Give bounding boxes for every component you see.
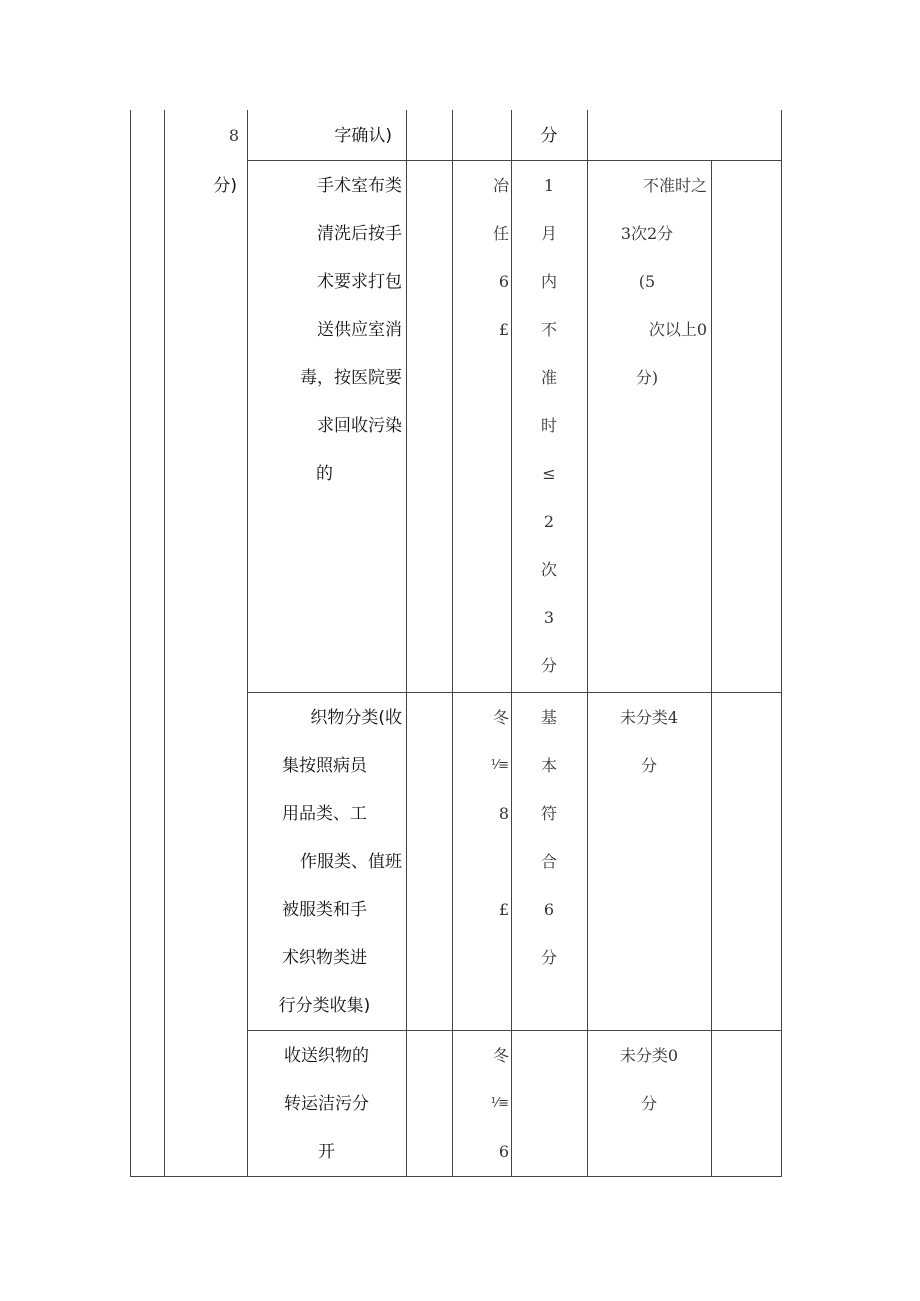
row2-item-line: 行分类收集)	[278, 996, 371, 1016]
row1-standard-line: 2	[543, 512, 555, 531]
row1-deduction-line: 3次2分	[620, 224, 674, 243]
row1-standard-line: 时	[540, 416, 557, 435]
grid-vline-2	[164, 110, 165, 1177]
row3-item-line: 开	[318, 1142, 335, 1162]
row1-item-line: 手术室布类	[317, 176, 402, 196]
row1-deduction-line: 分)	[635, 368, 659, 387]
row1-standard-line: 次	[540, 560, 557, 579]
row3-score	[452, 1032, 511, 1176]
row1-item-line: 送供应室消	[317, 320, 402, 340]
row3-score-line: ⅟≡	[490, 1096, 509, 1111]
top-row-col1-text: 8	[228, 126, 239, 145]
row1-score-line: £	[498, 320, 509, 339]
category-score-continuation-text: 分)	[213, 176, 237, 196]
grid-vline-1	[130, 110, 131, 1177]
top-row-col1	[164, 112, 247, 160]
row1-score-line: 冶	[492, 176, 509, 195]
grid-vline-8	[711, 160, 712, 1177]
row2-item-line: 被服类和手	[282, 900, 367, 920]
row3-score-line: 6	[498, 1142, 509, 1161]
row2-standard	[511, 694, 587, 982]
row1-standard-line: 不	[540, 320, 557, 339]
grid-hline-3	[247, 1030, 782, 1031]
row1-score-line: 任	[492, 224, 509, 243]
row2-standard-line: 符	[540, 804, 557, 823]
row1-item-line: 毒，按医院要	[300, 368, 402, 388]
row2-item	[247, 694, 406, 1030]
row1-item-line: 术要求打包	[317, 272, 402, 292]
row1-score-line: 6	[498, 272, 509, 291]
row1-deduction-line: (5	[638, 272, 656, 291]
row1-standard-line: 3	[543, 608, 555, 627]
row2-item-line: 用品类、工	[282, 804, 367, 824]
row2-deduction-line: 未分类4	[619, 708, 679, 727]
grid-vline-9	[781, 110, 782, 1177]
row2-standard-line: 6	[543, 900, 555, 919]
row3-item-line: 转运洁污分	[284, 1094, 369, 1114]
row1-deduction-line: 不准时之	[642, 176, 707, 195]
row2-score-line: 冬	[492, 708, 509, 727]
row1-standard	[511, 162, 587, 690]
category-score-continuation	[164, 162, 247, 210]
row3-score-line: 冬	[492, 1046, 509, 1065]
row1-deduction-line: 次以上0	[648, 320, 707, 339]
row2-deduction-line: 分	[640, 756, 657, 775]
row2-standard-line: 分	[540, 948, 557, 967]
row1-standard-line: ≤	[542, 464, 556, 483]
row1-item-line: 清洗后按手	[317, 224, 402, 244]
row2-score-line: ⅟≡	[490, 758, 509, 773]
row1-standard-line: 准	[540, 368, 557, 387]
row3-deduction-line: 未分类0	[619, 1046, 679, 1065]
row2-item-line: 集按照病员	[282, 756, 367, 776]
grid-vline-4	[406, 110, 407, 1177]
row1-standard-line: 内	[540, 272, 557, 291]
row2-score-line: 8	[498, 804, 509, 823]
row1-standard-line: 1	[543, 176, 555, 195]
row2-item-line: 术织物类进	[282, 948, 367, 968]
row1-score	[452, 162, 511, 354]
row3-deduction-line: 分	[640, 1094, 657, 1113]
grid-hline-2	[247, 692, 782, 693]
row2-standard-line: 合	[540, 852, 557, 871]
row2-score	[452, 694, 511, 934]
row1-item-line: 的	[316, 464, 333, 484]
row3-item	[247, 1032, 406, 1176]
top-row-col2	[247, 112, 406, 160]
row2-standard-line: 本	[540, 756, 557, 775]
row3-item-line: 收送织物的	[284, 1046, 369, 1066]
row1-item-line: 求回收污染	[317, 416, 402, 436]
top-row-col2-text: 字确认)	[334, 126, 392, 146]
row2-deduction	[587, 694, 711, 790]
grid-hline-1	[247, 160, 782, 161]
row1-item	[247, 162, 406, 498]
row1-standard-line: 月	[540, 224, 557, 243]
top-row-col6-text: 分	[540, 126, 558, 146]
row2-item-line: 织物分类(收	[310, 708, 402, 728]
top-row-col6	[511, 112, 587, 160]
grid-hline-bottom	[130, 1176, 782, 1177]
row1-deduction	[587, 162, 711, 402]
row2-score-line: £	[498, 900, 509, 919]
row1-standard-line: 分	[540, 656, 557, 675]
row3-deduction	[587, 1032, 711, 1128]
row2-item-line: 作服类、值班	[300, 852, 402, 872]
row2-standard-line: 基	[540, 708, 557, 727]
